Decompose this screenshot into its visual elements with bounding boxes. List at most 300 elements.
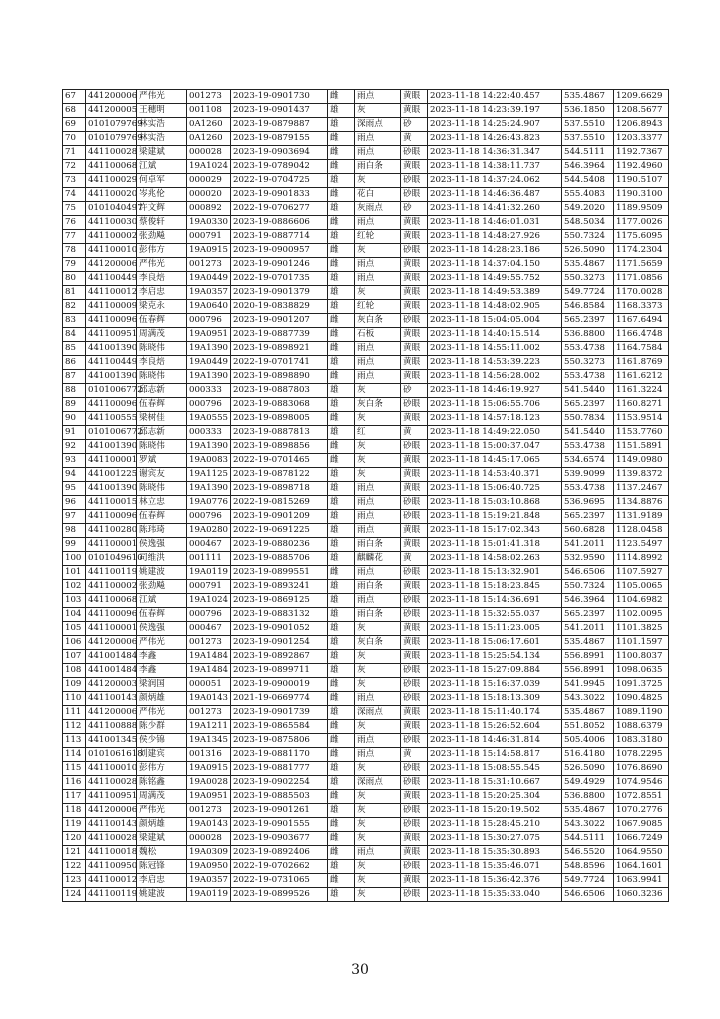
- owner-name-cell: 江斌: [137, 160, 187, 174]
- eye-color-cell: 黄眼: [401, 720, 428, 734]
- owner-name-cell: 姚建波: [137, 566, 187, 580]
- table-row: [63, 496, 669, 510]
- feather-color-cell: 雨白条: [355, 160, 401, 174]
- sex-cell: 雌: [328, 790, 355, 804]
- member-id-cell: 441100143: [86, 692, 137, 706]
- speed-cell: 1139.8372: [614, 468, 669, 482]
- feather-color-cell: 雨点: [355, 356, 401, 370]
- eye-color-cell: 砂眼: [401, 678, 428, 692]
- eye-color-cell: 黄: [401, 132, 428, 146]
- distance-cell: 535.4867: [562, 636, 614, 650]
- arrival-time-cell: 2023-11-18 14:53:40.371: [428, 468, 562, 482]
- speed-cell: 1153.9514: [614, 412, 669, 426]
- arrival-time-cell: 2023-11-18 14:46:19.927: [428, 384, 562, 398]
- speed-cell: 1123.5497: [614, 538, 669, 552]
- distance-cell: 560.6828: [562, 524, 614, 538]
- feather-color-cell: 灰: [355, 832, 401, 846]
- rank-cell: 102: [63, 580, 86, 594]
- feather-color-cell: 雨点: [355, 748, 401, 762]
- table-row: [63, 650, 669, 664]
- member-id-cell: 0101006772: [86, 426, 137, 440]
- rank-cell: 99: [63, 538, 86, 552]
- sex-cell: 雄: [328, 230, 355, 244]
- rank-cell: 87: [63, 370, 86, 384]
- ring-number-cell: 2023-19-0903694: [231, 146, 328, 160]
- table-row: [63, 538, 669, 552]
- distance-cell: 550.7324: [562, 230, 614, 244]
- distance-cell: 541.9945: [562, 678, 614, 692]
- ring-number-cell: 2023-19-0901555: [231, 818, 328, 832]
- table-row: [63, 258, 669, 272]
- ring-number-cell: 2020-19-0838829: [231, 300, 328, 314]
- speed-cell: 1076.8690: [614, 762, 669, 776]
- arrival-time-cell: 2023-11-18 14:28:23.186: [428, 244, 562, 258]
- arrival-time-cell: 2023-11-18 14:46:36.487: [428, 188, 562, 202]
- sex-cell: 雄: [328, 174, 355, 188]
- club-code-cell: 19A0028: [187, 776, 231, 790]
- feather-color-cell: 花白: [355, 188, 401, 202]
- sex-cell: 雄: [328, 664, 355, 678]
- member-id-cell: 441001390: [86, 370, 137, 384]
- rank-cell: 109: [63, 678, 86, 692]
- speed-cell: 1164.7584: [614, 342, 669, 356]
- member-id-cell: 441100028: [86, 776, 137, 790]
- arrival-time-cell: 2023-11-18 14:41:32.260: [428, 202, 562, 216]
- club-code-cell: 000467: [187, 538, 231, 552]
- ring-number-cell: 2023-19-0898718: [231, 482, 328, 496]
- owner-name-cell: 严伟光: [137, 804, 187, 818]
- club-code-cell: 000892: [187, 202, 231, 216]
- club-code-cell: 19A0083: [187, 454, 231, 468]
- club-code-cell: 19A0640: [187, 300, 231, 314]
- rank-cell: 123: [63, 874, 86, 888]
- club-code-cell: 0A1260: [187, 118, 231, 132]
- owner-name-cell: 邱志新: [137, 384, 187, 398]
- arrival-time-cell: 2023-11-18 14:56:28.002: [428, 370, 562, 384]
- owner-name-cell: 姚建波: [137, 888, 187, 902]
- member-id-cell: 0101079769: [86, 132, 137, 146]
- owner-name-cell: 罗斌: [137, 454, 187, 468]
- table-row: [63, 426, 669, 440]
- rank-cell: 83: [63, 314, 86, 328]
- speed-cell: 1128.0458: [614, 524, 669, 538]
- page-number: 30: [351, 962, 369, 978]
- club-code-cell: 19A0330: [187, 216, 231, 230]
- table-row: [63, 566, 669, 580]
- member-id-cell: 441100009: [86, 300, 137, 314]
- table-row: [63, 230, 669, 244]
- arrival-time-cell: 2023-11-18 15:20:19.502: [428, 804, 562, 818]
- rank-cell: 110: [63, 692, 86, 706]
- ranking-table: [62, 89, 669, 902]
- table-row: [63, 146, 669, 160]
- speed-cell: 1100.8037: [614, 650, 669, 664]
- ring-number-cell: 2023-19-0901246: [231, 258, 328, 272]
- table-row: [63, 90, 669, 104]
- member-id-cell: 441100010: [86, 244, 137, 258]
- ring-number-cell: 2023-19-0879887: [231, 118, 328, 132]
- eye-color-cell: 黄眼: [401, 258, 428, 272]
- eye-color-cell: 黄眼: [401, 790, 428, 804]
- feather-color-cell: 灰: [355, 874, 401, 888]
- sex-cell: 雄: [328, 762, 355, 776]
- speed-cell: 1064.1601: [614, 860, 669, 874]
- owner-name-cell: 魏松: [137, 846, 187, 860]
- member-id-cell: 441100143: [86, 818, 137, 832]
- rank-cell: 84: [63, 328, 86, 342]
- ring-number-cell: 2023-19-0887714: [231, 230, 328, 244]
- sex-cell: 雌: [328, 90, 355, 104]
- owner-name-cell: 何卓军: [137, 174, 187, 188]
- feather-color-cell: 雨点: [355, 272, 401, 286]
- owner-name-cell: 侯逸强: [137, 538, 187, 552]
- ring-number-cell: 2022-19-0815269: [231, 496, 328, 510]
- table-row: [63, 706, 669, 720]
- feather-color-cell: 雨白条: [355, 608, 401, 622]
- member-id-cell: 0101040497: [86, 202, 137, 216]
- speed-cell: 1134.8876: [614, 496, 669, 510]
- ring-number-cell: 2022-19-0702662: [231, 860, 328, 874]
- table-row: [63, 860, 669, 874]
- distance-cell: 539.9099: [562, 468, 614, 482]
- arrival-time-cell: 2023-11-18 15:01:41.318: [428, 538, 562, 552]
- owner-name-cell: 陈晓伟: [137, 342, 187, 356]
- eye-color-cell: 砂眼: [401, 440, 428, 454]
- arrival-time-cell: 2023-11-18 15:35:46.071: [428, 860, 562, 874]
- speed-cell: 1167.6494: [614, 314, 669, 328]
- distance-cell: 536.9695: [562, 496, 614, 510]
- rank-cell: 116: [63, 776, 86, 790]
- member-id-cell: 441001345: [86, 734, 137, 748]
- ring-number-cell: 2023-19-0892867: [231, 650, 328, 664]
- table-body: [63, 90, 669, 902]
- ring-number-cell: 2023-19-0898890: [231, 370, 328, 384]
- table-row: [63, 328, 669, 342]
- speed-cell: 1170.0028: [614, 286, 669, 300]
- member-id-cell: 441100950: [86, 860, 137, 874]
- eye-color-cell: 黄眼: [401, 538, 428, 552]
- eye-color-cell: 砂眼: [401, 888, 428, 902]
- table-row: [63, 118, 669, 132]
- owner-name-cell: 李良焙: [137, 272, 187, 286]
- rank-cell: 77: [63, 230, 86, 244]
- ring-number-cell: 2023-19-0892406: [231, 846, 328, 860]
- sex-cell: 雌: [328, 160, 355, 174]
- feather-color-cell: 灰: [355, 762, 401, 776]
- speed-cell: 1171.5659: [614, 258, 669, 272]
- owner-name-cell: 严伟光: [137, 706, 187, 720]
- sex-cell: 雄: [328, 608, 355, 622]
- feather-color-cell: 灰白条: [355, 636, 401, 650]
- owner-name-cell: 江斌: [137, 594, 187, 608]
- sex-cell: 雄: [328, 622, 355, 636]
- ring-number-cell: 2023-19-0875806: [231, 734, 328, 748]
- feather-color-cell: 雨点: [355, 496, 401, 510]
- ring-number-cell: 2023-19-0881170: [231, 748, 328, 762]
- sex-cell: 雌: [328, 846, 355, 860]
- sex-cell: 雄: [328, 286, 355, 300]
- table-row: [63, 790, 669, 804]
- owner-name-cell: 李鑫: [137, 650, 187, 664]
- club-code-cell: 000791: [187, 580, 231, 594]
- distance-cell: 536.1850: [562, 104, 614, 118]
- sex-cell: 雌: [328, 188, 355, 202]
- feather-color-cell: 灰: [355, 678, 401, 692]
- rank-cell: 108: [63, 664, 86, 678]
- member-id-cell: 441100001: [86, 454, 137, 468]
- feather-color-cell: 红轮: [355, 230, 401, 244]
- feather-color-cell: 雨点: [355, 846, 401, 860]
- ring-number-cell: 2023-19-0901437: [231, 104, 328, 118]
- arrival-time-cell: 2023-11-18 15:31:10.667: [428, 776, 562, 790]
- ring-number-cell: 2023-19-0901209: [231, 510, 328, 524]
- club-code-cell: 19A0143: [187, 692, 231, 706]
- sex-cell: 雄: [328, 118, 355, 132]
- distance-cell: 553.4738: [562, 482, 614, 496]
- ring-number-cell: 2023-19-0885503: [231, 790, 328, 804]
- member-id-cell: 441100028: [86, 832, 137, 846]
- speed-cell: 1161.6212: [614, 370, 669, 384]
- owner-name-cell: 梁建斌: [137, 832, 187, 846]
- ring-number-cell: 2022-19-0691225: [231, 524, 328, 538]
- table-row: [63, 342, 669, 356]
- sex-cell: 雌: [328, 216, 355, 230]
- rank-cell: 80: [63, 272, 86, 286]
- rank-cell: 119: [63, 818, 86, 832]
- rank-cell: 71: [63, 146, 86, 160]
- club-code-cell: 19A0449: [187, 272, 231, 286]
- rank-cell: 76: [63, 216, 86, 230]
- speed-cell: 1149.0980: [614, 454, 669, 468]
- speed-cell: 1160.8271: [614, 398, 669, 412]
- feather-color-cell: 雨点: [355, 370, 401, 384]
- owner-name-cell: 严伟光: [137, 636, 187, 650]
- rank-cell: 81: [63, 286, 86, 300]
- feather-color-cell: 灰: [355, 720, 401, 734]
- club-code-cell: 000467: [187, 622, 231, 636]
- arrival-time-cell: 2023-11-18 15:30:27.075: [428, 832, 562, 846]
- arrival-time-cell: 2023-11-18 15:11:23.005: [428, 622, 562, 636]
- table-row: [63, 734, 669, 748]
- distance-cell: 526.5090: [562, 244, 614, 258]
- rank-cell: 118: [63, 804, 86, 818]
- club-code-cell: 19A0143: [187, 818, 231, 832]
- sex-cell: 雌: [328, 412, 355, 426]
- member-id-cell: 441100002: [86, 230, 137, 244]
- speed-cell: 1070.2776: [614, 804, 669, 818]
- feather-color-cell: 深雨点: [355, 118, 401, 132]
- ring-number-cell: 2023-19-0899711: [231, 664, 328, 678]
- eye-color-cell: 黄眼: [401, 370, 428, 384]
- feather-color-cell: 灰: [355, 622, 401, 636]
- rank-cell: 120: [63, 832, 86, 846]
- club-code-cell: 19A0776: [187, 496, 231, 510]
- club-code-cell: 000796: [187, 608, 231, 622]
- owner-name-cell: 彭伟方: [137, 762, 187, 776]
- owner-name-cell: 许文辉: [137, 202, 187, 216]
- arrival-time-cell: 2023-11-18 14:46:31.814: [428, 734, 562, 748]
- distance-cell: 544.5111: [562, 832, 614, 846]
- sex-cell: 雌: [328, 692, 355, 706]
- ring-number-cell: 2023-19-0900957: [231, 244, 328, 258]
- table-row: [63, 286, 669, 300]
- owner-name-cell: 陈冠锋: [137, 860, 187, 874]
- ring-number-cell: 2023-19-0886606: [231, 216, 328, 230]
- ring-number-cell: 2023-19-0901261: [231, 804, 328, 818]
- arrival-time-cell: 2023-11-18 14:23:39.197: [428, 104, 562, 118]
- sex-cell: 雄: [328, 706, 355, 720]
- distance-cell: 541.5440: [562, 384, 614, 398]
- table-row: [63, 552, 669, 566]
- speed-cell: 1190.3100: [614, 188, 669, 202]
- speed-cell: 1104.6982: [614, 594, 669, 608]
- feather-color-cell: 雨点: [355, 594, 401, 608]
- member-id-cell: 441100951: [86, 328, 137, 342]
- club-code-cell: 001273: [187, 706, 231, 720]
- sex-cell: 雄: [328, 580, 355, 594]
- ring-number-cell: 2023-19-0880236: [231, 538, 328, 552]
- ring-number-cell: 2023-19-0901730: [231, 90, 328, 104]
- speed-cell: 1153.7760: [614, 426, 669, 440]
- ring-number-cell: 2023-19-0903677: [231, 832, 328, 846]
- owner-name-cell: 岑兆伦: [137, 188, 187, 202]
- rank-cell: 115: [63, 762, 86, 776]
- owner-name-cell: 蔡俊轩: [137, 216, 187, 230]
- distance-cell: 550.7324: [562, 580, 614, 594]
- ring-number-cell: 2022-19-0701735: [231, 272, 328, 286]
- member-id-cell: 0101061618: [86, 748, 137, 762]
- rank-cell: 113: [63, 734, 86, 748]
- ring-number-cell: 2023-19-0887739: [231, 328, 328, 342]
- arrival-time-cell: 2023-11-18 15:18:13.309: [428, 692, 562, 706]
- eye-color-cell: 砂眼: [401, 664, 428, 678]
- distance-cell: 516.4180: [562, 748, 614, 762]
- member-id-cell: 441100001: [86, 538, 137, 552]
- arrival-time-cell: 2023-11-18 15:14:58.817: [428, 748, 562, 762]
- arrival-time-cell: 2023-11-18 14:36:31.347: [428, 146, 562, 160]
- owner-name-cell: 刘建宾: [137, 748, 187, 762]
- distance-cell: 535.4867: [562, 258, 614, 272]
- member-id-cell: 441001484: [86, 664, 137, 678]
- feather-color-cell: 雨点: [355, 146, 401, 160]
- club-code-cell: 19A0309: [187, 846, 231, 860]
- sex-cell: 雌: [328, 678, 355, 692]
- owner-name-cell: 李鑫: [137, 664, 187, 678]
- table-row: [63, 804, 669, 818]
- table-row: [63, 608, 669, 622]
- ring-number-cell: 2023-19-0883068: [231, 398, 328, 412]
- rank-cell: 106: [63, 636, 86, 650]
- rank-cell: 111: [63, 706, 86, 720]
- sex-cell: 雌: [328, 566, 355, 580]
- table-row: [63, 748, 669, 762]
- club-code-cell: 000796: [187, 314, 231, 328]
- eye-color-cell: 砂: [401, 118, 428, 132]
- sex-cell: 雄: [328, 888, 355, 902]
- table-row: [63, 398, 669, 412]
- feather-color-cell: 红轮: [355, 300, 401, 314]
- sex-cell: 雄: [328, 356, 355, 370]
- eye-color-cell: 黄眼: [401, 636, 428, 650]
- feather-color-cell: 灰: [355, 286, 401, 300]
- rank-cell: 75: [63, 202, 86, 216]
- rank-cell: 88: [63, 384, 86, 398]
- rank-cell: 68: [63, 104, 86, 118]
- feather-color-cell: 雨白条: [355, 580, 401, 594]
- member-id-cell: 441100096: [86, 398, 137, 412]
- owner-name-cell: 张劲飚: [137, 230, 187, 244]
- member-id-cell: 441200006: [86, 706, 137, 720]
- speed-cell: 1098.0635: [614, 664, 669, 678]
- eye-color-cell: 黄眼: [401, 342, 428, 356]
- club-code-cell: 000020: [187, 188, 231, 202]
- club-code-cell: 19A1390: [187, 370, 231, 384]
- sex-cell: 雄: [328, 650, 355, 664]
- speed-cell: 1208.5677: [614, 104, 669, 118]
- club-code-cell: 19A0915: [187, 762, 231, 776]
- speed-cell: 1060.3236: [614, 888, 669, 902]
- member-id-cell: 441100951: [86, 790, 137, 804]
- sex-cell: 雌: [328, 146, 355, 160]
- speed-cell: 1107.5927: [614, 566, 669, 580]
- member-id-cell: 441100068: [86, 594, 137, 608]
- rank-cell: 67: [63, 90, 86, 104]
- table-row: [63, 440, 669, 454]
- arrival-time-cell: 2023-11-18 15:28:45.210: [428, 818, 562, 832]
- rank-cell: 103: [63, 594, 86, 608]
- member-id-cell: 441100020: [86, 188, 137, 202]
- owner-name-cell: 侯少锦: [137, 734, 187, 748]
- distance-cell: 544.5408: [562, 174, 614, 188]
- ring-number-cell: 2023-19-0789042: [231, 160, 328, 174]
- sex-cell: 雄: [328, 202, 355, 216]
- sex-cell: 雌: [328, 748, 355, 762]
- speed-cell: 1192.4960: [614, 160, 669, 174]
- owner-name-cell: 李良焙: [137, 356, 187, 370]
- distance-cell: 535.4867: [562, 706, 614, 720]
- arrival-time-cell: 2023-11-18 15:36:42.376: [428, 874, 562, 888]
- club-code-cell: 19A0449: [187, 356, 231, 370]
- table-row: [63, 202, 669, 216]
- speed-cell: 1072.8551: [614, 790, 669, 804]
- member-id-cell: 441100018: [86, 846, 137, 860]
- rank-cell: 79: [63, 258, 86, 272]
- ring-number-cell: 2023-19-0898921: [231, 342, 328, 356]
- feather-color-cell: 雨点: [355, 524, 401, 538]
- rank-cell: 78: [63, 244, 86, 258]
- table-row: [63, 412, 669, 426]
- owner-name-cell: 伍春辉: [137, 510, 187, 524]
- rank-cell: 89: [63, 398, 86, 412]
- owner-name-cell: 严伟光: [137, 258, 187, 272]
- feather-color-cell: 灰: [355, 650, 401, 664]
- table-row: [63, 776, 669, 790]
- member-id-cell: 441100030: [86, 216, 137, 230]
- rank-cell: 70: [63, 132, 86, 146]
- ring-number-cell: 2023-19-0881777: [231, 762, 328, 776]
- arrival-time-cell: 2023-11-18 15:32:55.037: [428, 608, 562, 622]
- club-code-cell: 19A1024: [187, 594, 231, 608]
- owner-name-cell: 梁树佳: [137, 412, 187, 426]
- eye-color-cell: 砂眼: [401, 594, 428, 608]
- club-code-cell: 19A0119: [187, 566, 231, 580]
- ring-number-cell: 2023-19-0898856: [231, 440, 328, 454]
- rank-cell: 107: [63, 650, 86, 664]
- sex-cell: 雌: [328, 342, 355, 356]
- table-row: [63, 370, 669, 384]
- sex-cell: 雌: [328, 832, 355, 846]
- feather-color-cell: 雨点: [355, 342, 401, 356]
